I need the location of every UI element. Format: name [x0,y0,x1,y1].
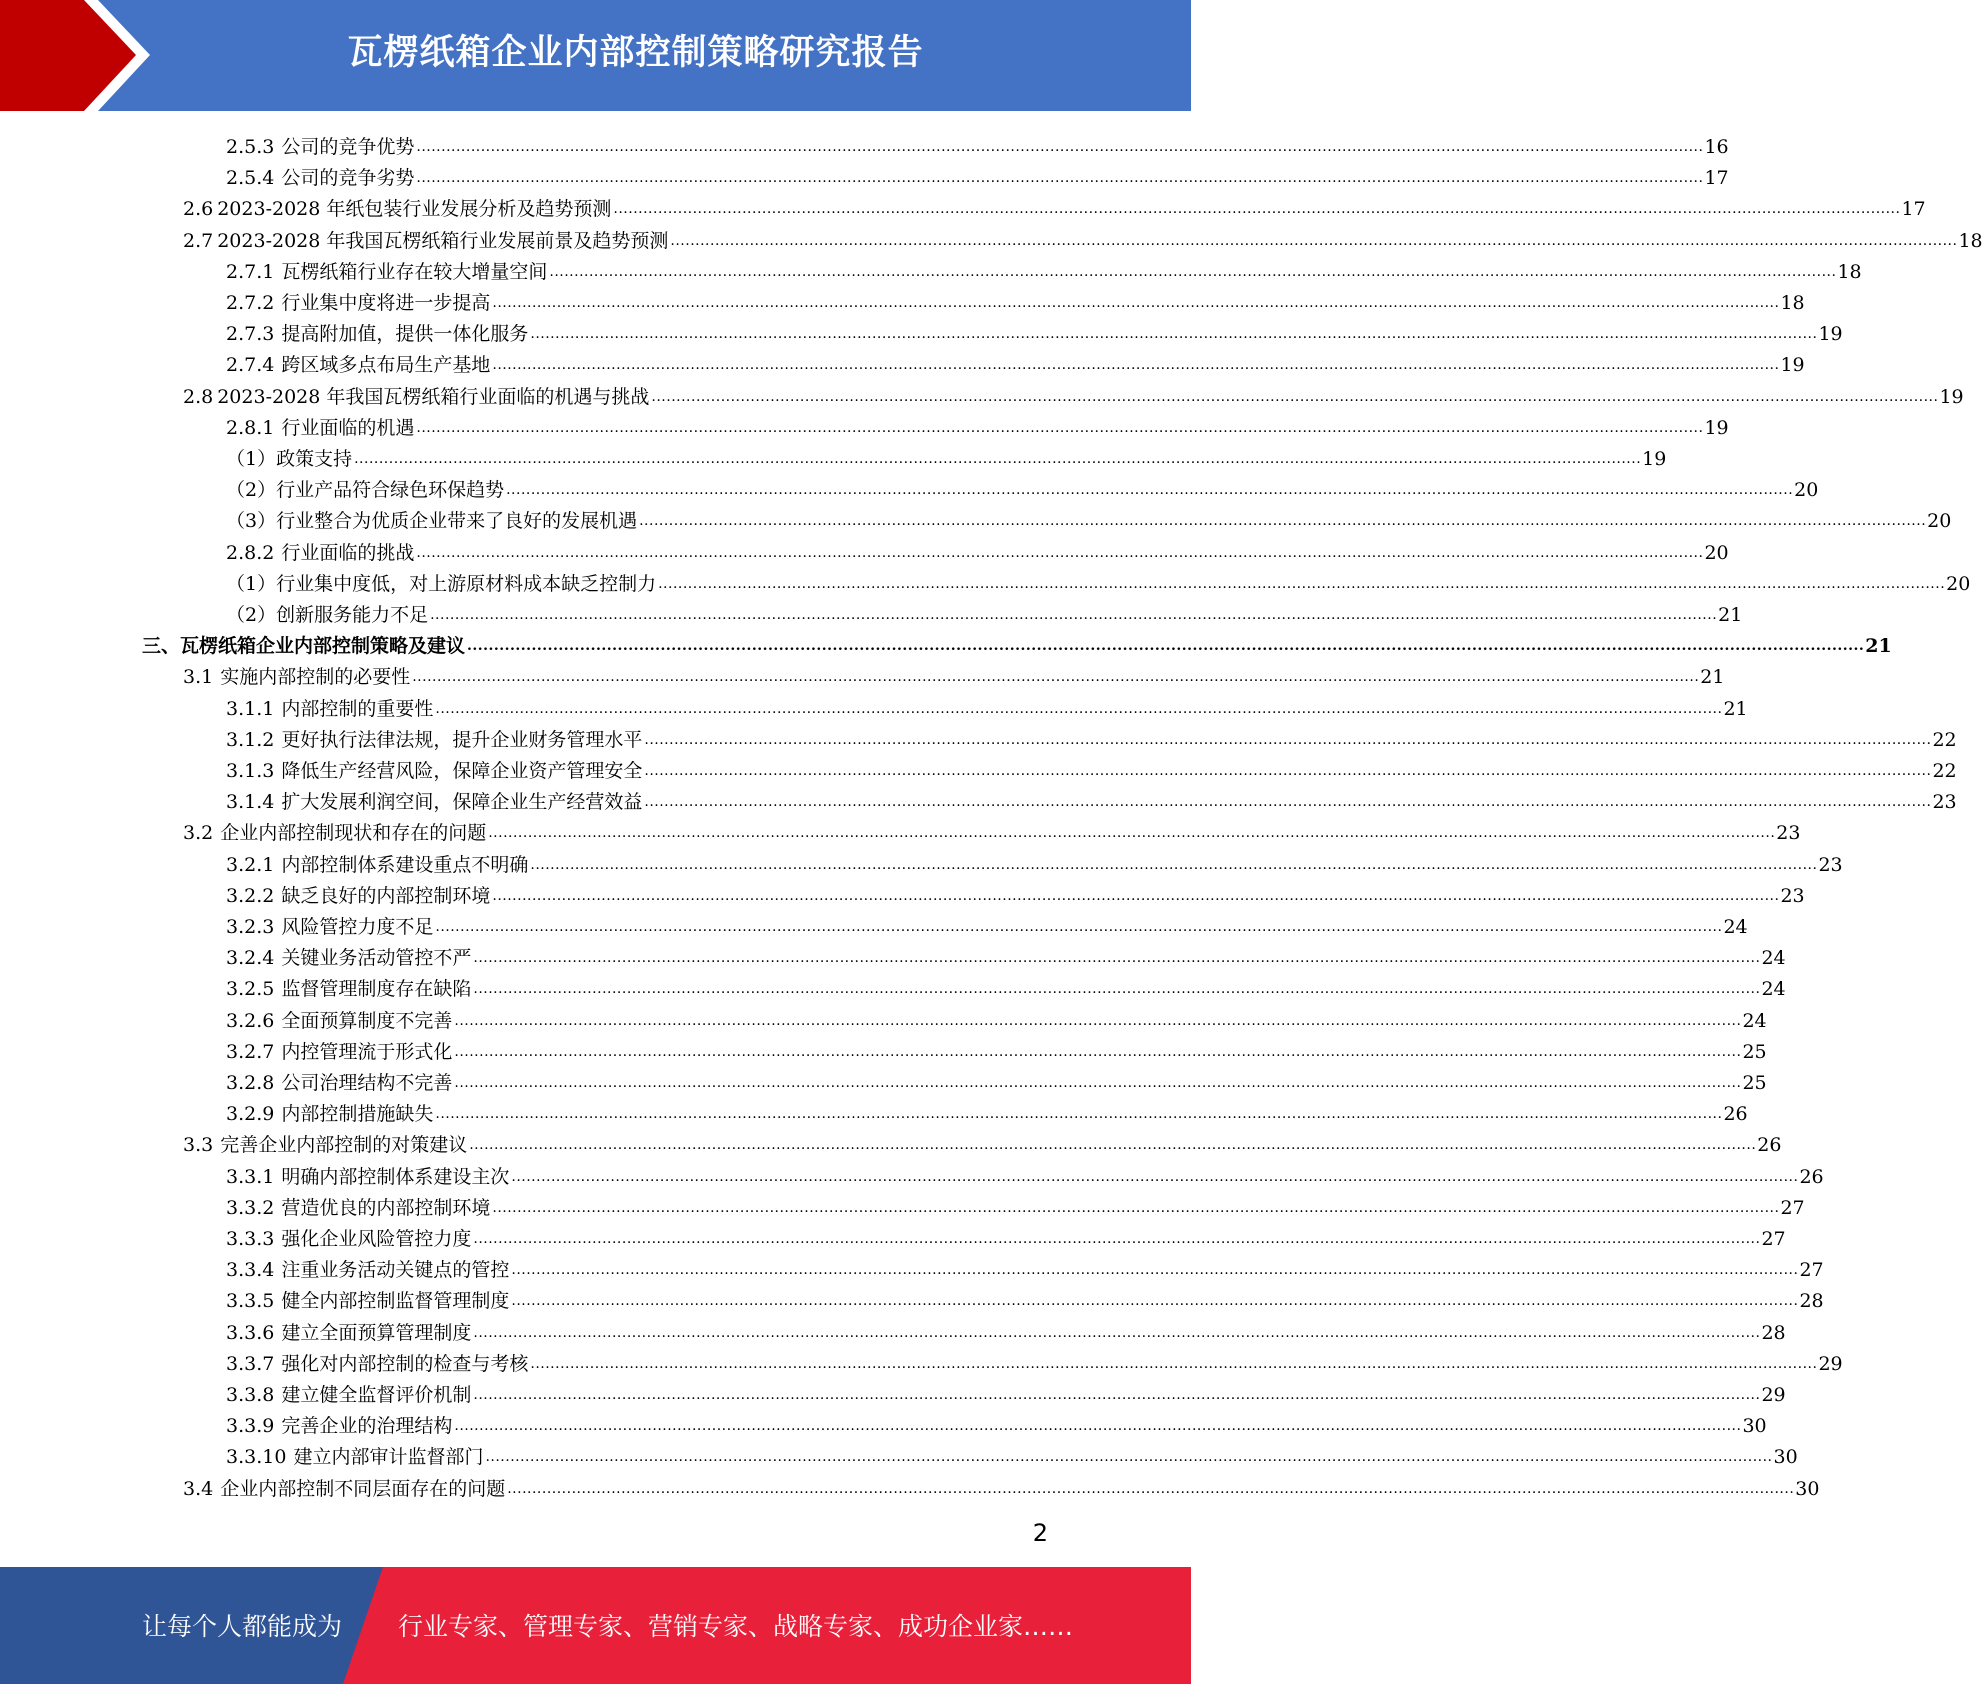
toc-dot-leader: .................................................................................................................................................................................................................................................................... [651,388,1939,405]
toc-entry[interactable] [226,846,1843,877]
toc-dot-leader: .................................................................................................................................................................................................................................................................... [454,1418,1742,1435]
toc-entry-number: 2.7.4 [226,354,275,377]
toc-entry-page: 28 [1761,1321,1786,1344]
toc-entry-title [183,385,651,409]
toc-entry[interactable] [226,596,1743,627]
toc-dot-leader: .................................................................................................................................................................................................................................................................... [469,1137,1757,1154]
toc-entry-label: 政策支持 [276,448,353,470]
footer-slogan-left: 让每个人都能成为 [142,1612,343,1641]
toc-entry-title [226,1321,473,1345]
toc-entry-label: 行业产品符合绿色环保趋势 [276,479,505,502]
toc-dot-leader: .................................................................................................................................................................................................................................................................... [435,1106,1723,1123]
toc-dot-leader: .................................................................................................................................................................................................................................................................... [511,1168,1799,1185]
toc-entry-title [226,260,549,284]
toc-entry-title [183,821,488,845]
toc-entry-page: 17 [1901,198,1926,221]
toc-entry-number: 3.3.5 [226,1290,275,1313]
toc-entry-title [226,447,354,471]
toc-entry-title [183,1477,507,1501]
toc-entry-title [226,166,416,190]
toc-entry-page: 27 [1761,1228,1786,1250]
toc-entry-title [183,665,412,689]
toc-dot-leader: .................................................................................................................................................................................................................................................................... [639,513,1927,530]
toc-entry-title [226,1040,454,1064]
toc-entry-page: 23 [1932,791,1957,814]
toc-entry[interactable] [226,1345,1843,1376]
toc-entry-title [226,1071,454,1095]
toc-entry-title [226,1445,485,1469]
toc-entry-page: 30 [1795,1477,1820,1500]
toc-entry-label: 创新服务能力不足 [276,604,429,626]
toc-dot-leader: .................................................................................................................................................................................................................................................................... [670,232,1958,249]
toc-entry[interactable] [226,939,1786,970]
toc-entry-page: 24 [1761,978,1786,1001]
toc-entry-page: 27 [1799,1259,1824,1282]
toc-entry-label: 公司的竞争劣势 [281,167,415,190]
toc-entry-label: 公司治理结构不完善 [281,1072,453,1094]
toc-entry-page: 16 [1704,136,1729,158]
toc-entry-number: 2.8.1 [226,416,275,439]
toc-entry-page: 18 [1780,292,1805,314]
toc-entry[interactable] [226,752,1957,783]
toc-entry-number: （3） [226,510,277,533]
toc-entry-title [226,946,473,970]
toc-entry-page: 28 [1799,1290,1824,1313]
footer-slogan-right: 行业专家、管理专家、营销专家、战略专家、成功企业家…… [398,1612,1074,1641]
toc-dot-leader: .................................................................................................................................................................................................................................................................... [613,201,1901,218]
toc-entry[interactable] [226,1033,1767,1064]
toc-entry-page: 27 [1780,1196,1805,1219]
toc-entry-page: 25 [1742,1072,1767,1094]
toc-entry-title [226,572,658,596]
toc-entry-label: 营造优良的内部控制环境 [281,1196,491,1219]
toc-entry-number: 3.3.2 [226,1196,275,1219]
toc-dot-leader: .................................................................................................................................................................................................................................................................... [416,419,1704,436]
toc-entry-number: 2.8 [183,385,214,408]
toc-entry-title [226,884,492,908]
toc-entry-number: 2.8.2 [226,541,275,564]
toc-entry-label: 行业整合为优质企业带来了良好的发展机遇 [276,510,638,533]
toc-entry-label: 缺乏良好的内部控制环境 [281,884,491,907]
toc-entry-title [226,915,435,939]
toc-entry[interactable] [226,502,1952,533]
toc-entry-number: 2.7.2 [226,292,275,314]
toc-entry-title [226,603,430,627]
toc-entry[interactable] [226,1220,1786,1251]
toc-entry-title [183,1133,469,1157]
toc-entry-label: 风险管控力度不足 [281,916,434,938]
toc-entry[interactable] [226,1002,1767,1033]
toc-entry-label: 更好执行法律法规，提升企业财务管理水平 [281,728,643,751]
toc-dot-leader: .................................................................................................................................................................................................................................................................... [492,295,1780,311]
toc-entry-label: 内部控制的重要性 [281,697,434,720]
toc-entry-title [226,353,492,377]
toc-entry-title [226,322,530,346]
toc-entry-label: 监督管理制度存在缺陷 [281,978,472,1001]
toc-entry-label: 2023-2028 年纸包装行业发展分析及趋势预测 [217,198,612,221]
toc-entry-page: 20 [1704,541,1729,564]
toc-entry-number: 3.2.5 [226,978,275,1001]
toc-entry-title [226,291,492,315]
toc-entry-title [226,1165,511,1189]
toc-dot-leader: .................................................................................................................................................................................................................................................................... [454,1043,1742,1060]
toc-entry-number: 3.3.7 [226,1352,275,1375]
toc-entry-number: 3.1.2 [226,728,275,751]
toc-entry-page: 18 [1837,260,1862,283]
toc-dot-leader: .................................................................................................................................................................................................................................................................... [454,1012,1742,1029]
toc-entry-page: 23 [1818,853,1843,876]
toc-entry-page: 20 [1946,572,1971,595]
document-title: 瓦楞纸箱企业内部控制策略研究报告 [347,33,924,73]
toc-dot-leader: .................................................................................................................................................................................................................................................................... [473,1231,1761,1247]
toc-entry[interactable] [226,565,1971,596]
toc-dot-leader: .................................................................................................................................................................................................................................................................... [644,763,1932,779]
toc-entry-label: 关键业务活动管控不严 [281,947,472,970]
toc-entry-title [226,478,506,502]
toc-dot-leader: .................................................................................................................................................................................................................................................................... [492,357,1780,374]
toc-entry-title [226,1289,511,1313]
toc-entry-label: 2023-2028 年我国瓦楞纸箱行业面临的机遇与挑战 [217,385,650,408]
toc-dot-leader: .................................................................................................................................................................................................................................................................... [430,607,1718,623]
toc-dot-leader: .................................................................................................................................................................................................................................................................... [549,263,1837,280]
toc-entry-page: 22 [1932,760,1957,782]
toc-dot-leader: .................................................................................................................................................................................................................................................................... [435,700,1723,717]
toc-dot-leader: .................................................................................................................................................................................................................................................................... [658,575,1946,592]
toc-entry-number: 3.3.8 [226,1384,275,1406]
toc-entry-number: （1） [226,572,277,595]
page-footer [0,1567,1191,1684]
toc-entry-number: 2.7.3 [226,323,275,346]
toc-entry[interactable] [183,378,1964,409]
toc-entry[interactable] [226,783,1957,814]
toc-entry-title [183,197,613,221]
toc-dot-leader: .................................................................................................................................................................................................................................................................... [511,1262,1799,1279]
toc-entry-label: 注重业务活动关键点的管控 [281,1259,510,1282]
toc-entry-label: 建立健全监督评价机制 [281,1384,472,1406]
toc-entry-number: 3.3.6 [226,1321,275,1344]
toc-entry[interactable] [142,627,1892,658]
toc-entry-number: 2.7.1 [226,260,275,283]
toc-entry[interactable] [226,1282,1824,1313]
toc-entry-label: 实施内部控制的必要性 [220,666,411,689]
toc-entry-page: 18 [1958,229,1983,252]
toc-entry[interactable] [226,877,1805,908]
toc-entry[interactable] [226,128,1729,159]
page-header [0,0,1191,111]
toc-dot-leader: .................................................................................................................................................................................................................................................................... [530,326,1818,343]
toc-entry[interactable] [226,346,1805,377]
toc-entry-label: 全面预算制度不完善 [281,1009,453,1032]
toc-dot-leader: .................................................................................................................................................................................................................................................................... [473,950,1761,967]
toc-dot-leader: .................................................................................................................................................................................................................................................................... [416,139,1704,155]
toc-entry-page: 19 [1818,323,1843,346]
toc-entry-number: 2.5.4 [226,167,275,190]
toc-dot-leader: .................................................................................................................................................................................................................................................................... [488,825,1776,842]
toc-dot-leader: .................................................................................................................................................................................................................................................................... [354,451,1642,467]
toc-entry-label: 扩大发展利润空间，保障企业生产经营效益 [281,791,643,814]
toc-entry-title [226,416,416,440]
toc-entry-label: 强化企业风险管控力度 [281,1228,472,1250]
toc-entry[interactable] [183,1126,1782,1157]
page-number: 2 [1032,1519,1048,1547]
toc-entry[interactable] [226,409,1729,440]
toc-entry-number: 3.1 [183,666,214,689]
toc-entry-title [226,541,416,565]
toc-entry-number: 3.1.4 [226,791,275,814]
toc-entry-title [226,853,530,877]
toc-entry-number: 3.2.7 [226,1040,275,1063]
toc-dot-leader: .................................................................................................................................................................................................................................................................... [416,544,1704,561]
toc-entry-number: 3.2.8 [226,1072,275,1094]
toc-entry-page: 21 [1723,697,1748,720]
toc-entry-title [226,1196,492,1220]
toc-entry-number: 3.1.3 [226,760,275,782]
toc-entry-page: 23 [1780,884,1805,907]
toc-entry[interactable] [226,908,1748,939]
toc-entry-number: （2） [226,604,277,626]
toc-entry-page: 26 [1723,1103,1748,1126]
toc-entry-title [226,1009,454,1033]
toc-entry[interactable] [183,1470,1820,1501]
toc-dot-leader: .................................................................................................................................................................................................................................................................... [454,1075,1742,1091]
toc-entry-page: 29 [1818,1352,1843,1375]
toc-entry-label: 内部控制体系建设重点不明确 [281,853,529,876]
toc-entry[interactable] [226,440,1667,471]
toc-entry-page: 29 [1761,1384,1786,1406]
toc-entry-title [226,790,644,814]
toc-entry-title [226,1414,454,1438]
toc-entry[interactable] [226,159,1729,190]
toc-entry-page: 26 [1799,1165,1824,1188]
toc-entry-title [226,1352,530,1376]
toc-entry-page: 20 [1794,479,1819,502]
toc-entry-number: （1） [226,448,277,470]
toc-entry-number: 3.3.3 [226,1228,275,1250]
toc-entry-page: 24 [1723,916,1748,938]
toc-entry-label: 行业集中度低，对上游原材料成本缺乏控制力 [276,572,657,595]
toc-entry-number: 3.3.4 [226,1259,275,1282]
toc-dot-leader: .................................................................................................................................................................................................................................................................... [507,1480,1795,1497]
toc-entry-number: 2.5.3 [226,136,275,158]
toc-entry-page: 24 [1761,947,1786,970]
toc-dot-leader: .................................................................................................................................................................................................................................................................... [644,794,1932,811]
toc-entry-label: 行业面临的挑战 [281,541,415,564]
toc-entry-label: 强化对内部控制的检查与考核 [281,1352,529,1375]
toc-entry[interactable] [226,1095,1748,1126]
toc-dot-leader: .................................................................................................................................................................................................................................................................... [530,856,1818,873]
toc-entry-title [226,759,644,783]
toc-entry-number: 3.3.10 [226,1446,287,1469]
toc-entry-number: 3.2.1 [226,853,275,876]
toc-entry-label: 跨区域多点布局生产基地 [281,354,491,377]
toc-dot-leader: .................................................................................................................................................................................................................................................................... [416,170,1704,187]
toc-entry[interactable] [183,658,1725,689]
toc-entry[interactable] [226,1376,1786,1407]
toc-entry[interactable] [226,970,1786,1001]
toc-entry[interactable] [226,1251,1824,1282]
toc-entry-number: （2） [226,479,277,502]
toc-entry-page: 17 [1704,167,1729,190]
toc-entry-label: 建立全面预算管理制度 [281,1321,472,1344]
toc-entry-title [226,1383,473,1407]
toc-entry[interactable] [183,222,1983,253]
toc-entry-label: 提高附加值，提供一体化服务 [281,323,529,346]
toc-entry-number: 3.3.9 [226,1415,275,1438]
toc-entry[interactable] [226,1314,1786,1345]
toc-dot-leader: .................................................................................................................................................................................................................................................................... [492,887,1780,904]
toc-entry-label: 瓦楞纸箱企业内部控制策略及建议 [180,635,466,658]
toc-entry-number: 3.2 [183,822,214,845]
toc-entry[interactable] [226,534,1729,565]
toc-entry-number: 3.1.1 [226,697,275,720]
toc-entry-label: 瓦楞纸箱行业存在较大增量空间 [281,260,548,283]
toc-dot-leader: .................................................................................................................................................................................................................................................................... [492,1199,1780,1216]
toc-entry-label: 2023-2028 年我国瓦楞纸箱行业发展前景及趋势预测 [217,229,669,252]
toc-entry-page: 19 [1704,416,1729,439]
toc-dot-leader: .................................................................................................................................................................................................................................................................... [467,638,1865,655]
toc-entry-page: 19 [1939,385,1964,408]
toc-entry-title [226,509,639,533]
toc-dot-leader: .................................................................................................................................................................................................................................................................... [511,1293,1799,1310]
toc-entry-number: 3.3.1 [226,1165,275,1188]
toc-entry-page: 25 [1742,1040,1767,1063]
toc-entry[interactable] [226,284,1805,315]
toc-dot-leader: .................................................................................................................................................................................................................................................................... [644,731,1932,748]
toc-entry-label: 完善企业内部控制的对策建议 [220,1134,468,1157]
toc-entry-number: 3.2.4 [226,947,275,970]
toc-entry-page: 22 [1932,728,1957,751]
toc-entry-title [226,977,473,1001]
toc-entry-page: 21 [1865,635,1892,658]
toc-entry-page: 19 [1642,448,1667,470]
toc-entry-title [226,1227,473,1251]
toc-entry-number: 3.2.6 [226,1009,275,1032]
toc-dot-leader: .................................................................................................................................................................................................................................................................... [473,981,1761,998]
toc-entry-page: 26 [1757,1134,1782,1157]
toc-entry-number: 2.6 [183,198,214,221]
toc-entry-title [226,1258,511,1282]
toc-entry-title [226,697,435,721]
toc-entry[interactable] [183,190,1926,221]
toc-entry[interactable] [226,1438,1798,1469]
toc-entry-label: 行业面临的机遇 [281,416,415,439]
toc-entry-label: 公司的竞争优势 [281,136,415,158]
toc-entry-number: 3.4 [183,1477,214,1500]
toc-entry-label: 明确内部控制体系建设主次 [281,1165,510,1188]
toc-entry-number: 3.3 [183,1134,214,1157]
toc-entry-label: 完善企业的治理结构 [281,1415,453,1438]
toc-entry[interactable] [226,315,1843,346]
toc-entry-page: 30 [1773,1446,1798,1469]
toc-entry-label: 健全内部控制监督管理制度 [281,1290,510,1313]
toc-entry-page: 19 [1780,354,1805,377]
toc-entry-label: 行业集中度将进一步提高 [281,292,491,314]
toc-entry-label: 内控管理流于形式化 [281,1040,453,1063]
toc-dot-leader: .................................................................................................................................................................................................................................................................... [506,482,1794,499]
toc-entry-title [142,634,467,658]
toc-entry-title [183,229,670,253]
toc-dot-leader: .................................................................................................................................................................................................................................................................... [412,669,1700,686]
toc-dot-leader: .................................................................................................................................................................................................................................................................... [485,1449,1773,1466]
toc-entry-page: 23 [1776,822,1801,845]
toc-entry[interactable] [226,253,1862,284]
toc-entry[interactable] [226,1064,1767,1095]
toc-entry-page: 21 [1700,666,1725,689]
toc-entry[interactable] [226,1158,1824,1189]
toc-entry[interactable] [226,1407,1767,1438]
toc-entry-page: 20 [1927,510,1952,533]
toc-dot-leader: .................................................................................................................................................................................................................................................................... [435,919,1723,935]
toc-entry-number: 3.2.3 [226,916,275,938]
toc-dot-leader: .................................................................................................................................................................................................................................................................... [530,1355,1818,1372]
toc-entry-label: 内部控制措施缺失 [281,1103,434,1126]
toc-entry-number: 3.2.2 [226,884,275,907]
toc-entry[interactable] [183,814,1801,845]
toc-entry-label: 建立内部审计监督部门 [293,1446,484,1469]
toc-entry-label: 企业内部控制现状和存在的问题 [220,822,487,845]
toc-entry[interactable] [226,721,1957,752]
toc-entry-label: 企业内部控制不同层面存在的问题 [220,1477,506,1500]
toc-entry[interactable] [226,471,1819,502]
toc-dot-leader: .................................................................................................................................................................................................................................................................... [473,1324,1761,1341]
toc-entry-title [226,1102,435,1126]
toc-entry-number: 3.2.9 [226,1103,275,1126]
toc-entry-title [226,135,416,159]
toc-entry-page: 24 [1742,1009,1767,1032]
toc-dot-leader: .................................................................................................................................................................................................................................................................... [473,1387,1761,1403]
toc-entry-number: 三、 [142,635,181,658]
toc-entry-page: 21 [1718,604,1743,626]
toc-entry-label: 降低生产经营风险，保障企业资产管理安全 [281,760,643,782]
toc-entry-number: 2.7 [183,229,214,252]
toc-entry[interactable] [226,1189,1805,1220]
toc-entry-page: 30 [1742,1415,1767,1438]
toc-entry[interactable] [226,690,1748,721]
toc-entry-title [226,728,644,752]
